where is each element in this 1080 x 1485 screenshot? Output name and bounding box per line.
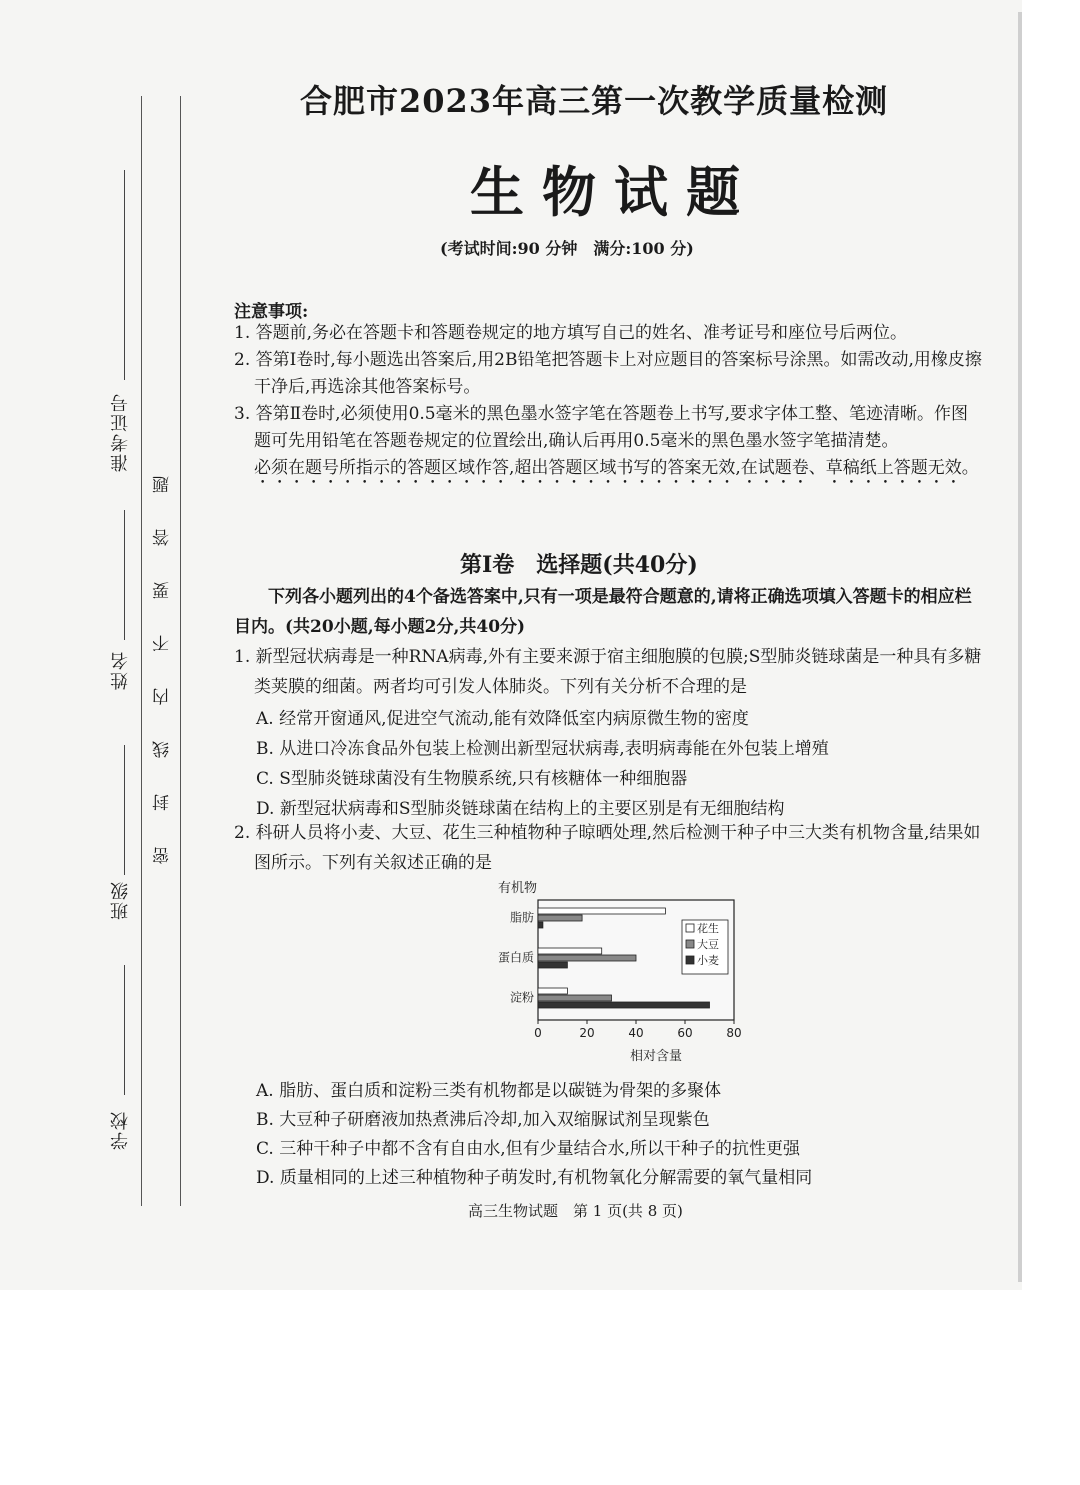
chart-svg: [488, 878, 788, 1068]
chart-xtick-label: 40: [628, 1026, 644, 1040]
chart-legend-swatch: [686, 940, 694, 948]
chart-bar-小麦: [538, 922, 543, 928]
exam-number-blank: [124, 170, 125, 380]
chart-legend-swatch: [686, 924, 694, 932]
chart-legend-label: 花生: [697, 922, 719, 935]
question-1-option-a: A. 经常开窗通风,促进空气流动,能有效降低室内病原微生物的密度: [256, 709, 749, 729]
chart-legend-label: 小麦: [697, 954, 719, 967]
chart-category-label: 蛋白质: [497, 950, 534, 965]
chart-xtick-label: 20: [579, 1026, 595, 1040]
chart-category-label: 淀粉: [509, 990, 534, 1005]
school-blank: [124, 965, 125, 1095]
page-footer: 高三生物试题 第 1 页(共 8 页): [468, 1202, 683, 1220]
chart-bar-花生: [538, 948, 602, 954]
chart-legend-label: 大豆: [697, 938, 719, 951]
question-2-option-d: D. 质量相同的上述三种植物种子萌发时,有机物氧化分解需要的氧气量相同: [256, 1168, 813, 1188]
section-title: 第Ⅰ卷 选择题(共40分): [460, 552, 698, 578]
class-blank: [124, 745, 125, 875]
class-label: 班级: [110, 880, 131, 920]
chart-category-label: 脂肪: [509, 910, 534, 925]
note-item: 3. 答第Ⅱ卷时,必须使用0.5毫米的黑色墨水签字笔在答题卷上书写,要求字体工整、笔迹清晰。作图题可先用铅笔在答题卷规定的位置绘出,确认后再用0.5毫米的黑色墨水签字笔描清楚。: [234, 404, 969, 451]
question-2-stem: 2. 科研人员将小麦、大豆、花生三种植物种子晾晒处理,然后检测干种子中三大类有机物含量,结果如图所示。下列有关叙述正确的是: [234, 823, 981, 873]
subject-title: 生物试题: [470, 160, 758, 224]
chart-bar-大豆: [538, 915, 582, 921]
chart-bar-花生: [538, 988, 567, 994]
notes-heading: 注意事项:: [234, 302, 309, 322]
chart-xlabel: 相对含量: [629, 1049, 683, 1064]
organic-matter-chart: [488, 878, 788, 1068]
note-item: 2. 答第Ⅰ卷时,每小题选出答案后,用2B铅笔把答题卡上对应题目的答案标号涂黑。如需改动,用橡皮擦干净后,再选涂其他答案标号。: [234, 350, 982, 397]
question-1-stem: 1. 新型冠状病毒是一种RNA病毒,外有主要来源于宿主细胞膜的包膜;S型肺炎链球菌是一种具有多糖类荚膜的细菌。两者均可引发人体肺炎。下列有关分析不合理的是: [234, 647, 982, 697]
chart-bar-小麦: [538, 962, 567, 968]
note-item: 1. 答题前,务必在答题卡和答题卷规定的地方填写自己的姓名、准考证号和座位号后两位。: [234, 323, 908, 343]
binding-line-inner: [180, 96, 181, 1206]
chart-bar-花生: [538, 908, 665, 914]
question-1-option-d: D. 新型冠状病毒和S型肺炎链球菌在结构上的主要区别是有无细胞结构: [256, 799, 785, 819]
name-label: 姓名: [110, 650, 131, 690]
chart-xtick-label: 0: [534, 1026, 542, 1040]
chart-bar-小麦: [538, 1002, 710, 1008]
school-label: 学校: [110, 1110, 131, 1150]
question-1-option-b: B. 从进口冷冻食品外包装上检测出新型冠状病毒,表明病毒能在外包装上增殖: [256, 739, 829, 759]
question-2-option-c: C. 三种干种子中都不含有自由水,但有少量结合水,所以干种子的抗性更强: [256, 1139, 801, 1159]
chart-bar-大豆: [538, 995, 612, 1001]
exam-info: (考试时间:90 分钟 满分:100 分): [440, 239, 694, 258]
notes-list: [234, 320, 984, 488]
chart-xtick-label: 80: [726, 1026, 742, 1040]
question-2-option-a: A. 脂肪、蛋白质和淀粉三类有机物都是以碳链为骨架的多聚体: [256, 1081, 722, 1101]
exam-title: 合肥市2023年高三第一次教学质量检测: [300, 82, 889, 120]
binding-line-outer: [141, 96, 142, 1206]
exam-number-label: 准考证号: [110, 392, 131, 472]
question-2-option-b: B. 大豆种子研磨液加热煮沸后冷却,加入双缩脲试剂呈现紫色: [256, 1110, 710, 1130]
chart-bar-大豆: [538, 955, 636, 961]
paper-edge: [1018, 12, 1022, 1282]
chart-ylabel: 有机物: [498, 881, 538, 896]
question-1-option-c: C. S型肺炎链球菌没有生物膜系统,只有核糖体一种细胞器: [256, 769, 688, 789]
chart-legend-swatch: [686, 956, 694, 964]
chart-xtick-label: 60: [677, 1026, 693, 1040]
section-instruction: 下列各小题列出的4个备选答案中,只有一项是最符合题意的,请将正确选项填入答题卡的相应栏目内。(共20小题,每小题2分,共40分): [234, 587, 972, 637]
note-item-emphasis: 必须在题号所指示的答题区域作答,超出答题区域书写的答案无效,在试题卷、草稿纸上答题无效。: [254, 458, 979, 478]
seal-line-text: 密封线内不要答题: [153, 440, 173, 864]
name-blank: [124, 510, 125, 640]
